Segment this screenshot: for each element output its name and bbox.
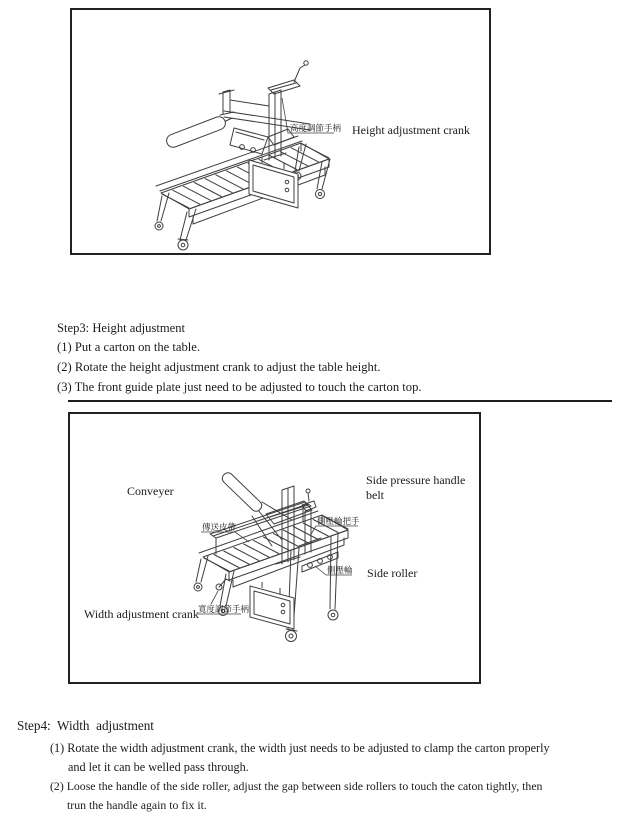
machine-2-blade-handle xyxy=(220,471,264,514)
label-width-crank-cn: 寬度調節手柄 xyxy=(198,604,250,614)
figure-height-adjustment xyxy=(70,8,491,255)
machine-drawing-height xyxy=(72,10,489,253)
step4-item2-line1: (2) Loose the handle of the side roller, adjust the gap between side rollers to touch the caton tightly, then xyxy=(50,779,543,793)
step4-item1-line2: and let it can be welled pass through. xyxy=(68,760,249,774)
step3-item-1: (1) Put a carton on the table. xyxy=(57,340,201,354)
step3-item-2: (2) Rotate the height adjustment crank to adjust the table height. xyxy=(57,360,381,374)
machine-drawing-width xyxy=(70,414,479,682)
label-side-roller-en: Side roller xyxy=(367,566,418,580)
label-belt-cn: 傳送皮帶 xyxy=(202,522,237,532)
machine-2-control-box xyxy=(250,582,294,629)
label-side-pressure-line2: belt xyxy=(366,488,384,502)
label-height-crank-en: Height adjustment crank xyxy=(352,123,470,137)
label-side-roller-handle-cn: 側壓輪把手 xyxy=(317,516,360,526)
step3-item-3: (3) The front guide plate just need to be adjusted to touch the carton top. xyxy=(57,380,422,394)
label-conveyer: Conveyer xyxy=(127,484,174,498)
section-divider xyxy=(68,400,612,402)
step3-title: Step3: Height adjustment xyxy=(57,321,186,335)
step4-item1-line1: (1) Rotate the width adjustment crank, the width just needs to be adjusted to clamp the carton properly xyxy=(50,741,550,755)
leader-belt xyxy=(201,532,249,542)
label-side-pressure-line1: Side pressure handle xyxy=(366,473,466,487)
label-side-roller-cn: 側壓輪 xyxy=(327,565,353,575)
figure-width-adjustment xyxy=(68,412,481,684)
step4-title: Step4: Width adjustment xyxy=(17,718,154,733)
step4-item2-line2: trun the handle again to fix it. xyxy=(67,798,207,812)
label-height-crank-cn: 高度調節手柄 xyxy=(290,123,342,133)
label-width-crank-en: Width adjustment crank xyxy=(84,607,199,621)
machine-1-grip-handle xyxy=(165,115,228,149)
